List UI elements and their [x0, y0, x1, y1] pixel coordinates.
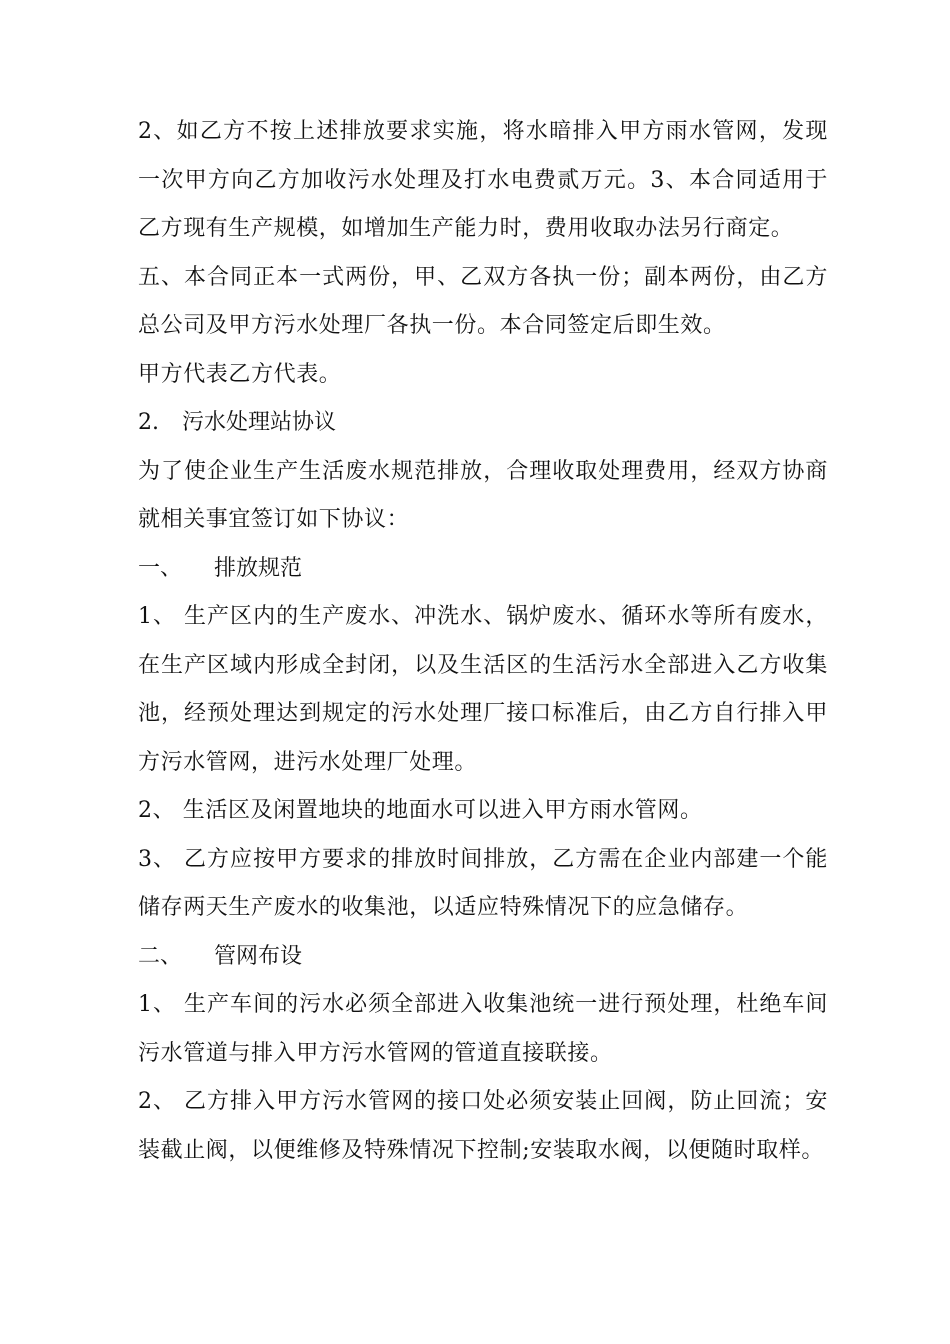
paragraph-rule-2: 2、 生活区及闲置地块的地面水可以进入甲方雨水管网。 [138, 798, 703, 823]
heading-number: 2. [138, 410, 159, 435]
paragraph-representatives: 甲方代表乙方代表。 [138, 361, 342, 387]
heading-label: 排放规范 [214, 555, 303, 581]
paragraph-rule-3: 3、 乙方应按甲方要求的排放时间排放，乙方需在企业内部建一个能储存两天生产废水的收集池，以适应特殊情况下的应急储存。 [138, 846, 828, 920]
paragraph-contract-copies: 五、本合同正本一式两份，甲、乙双方各执一份；副本两份，由乙方总公司及甲方污水处理厂各执一份。本合同签定后即生效。 [138, 264, 828, 338]
paragraph-pipe-2: 2、 乙方排入甲方污水管网的接口处必须安装止回阀，防止回流；安装截止阀，以便维修及特殊情况下控制;安装取水阀，以便随时取样。 [138, 1089, 828, 1163]
paragraph-pipe-1: 1、 生产车间的污水必须全部进入收集池统一进行预处理，杜绝车间污水管道与排入甲方污水管网的管道直接联接。 [138, 992, 828, 1066]
section-heading-pipe-layout [138, 933, 828, 982]
heading-label: 管网布设 [214, 943, 303, 969]
heading-label: 污水处理站协议 [182, 410, 337, 435]
heading-number: 二、 [138, 943, 183, 969]
paragraph-violation-penalty: 2、如乙方不按上述排放要求实施，将水暗排入甲方雨水管网，发现一次甲方向乙方加收污水处理及打水电费贰万元。3、本合同适用于乙方现有生产规模，如增加生产能力时，费用收取办法另行商定。 [138, 119, 828, 241]
paragraph-agreement-intro: 为了使企业生产生活废水规范排放，合理收取处理费用，经双方协商就相关事宜签订如下协议： [138, 458, 828, 532]
section-heading-agreement [138, 399, 828, 448]
document-page [138, 108, 828, 1175]
heading-number: 一、 [138, 555, 183, 581]
paragraph-rule-1: 1、 生产区内的生产废水、冲洗水、锅炉废水、循环水等所有废水，在生产区域内形成全封闭，以及生活区的生活污水全部进入乙方收集池，经预处理达到规定的污水处理厂接口标准后，由乙方自行排入甲方污水管网，进污水处理厂处理。 [138, 604, 828, 775]
section-heading-discharge-rules [138, 545, 828, 594]
